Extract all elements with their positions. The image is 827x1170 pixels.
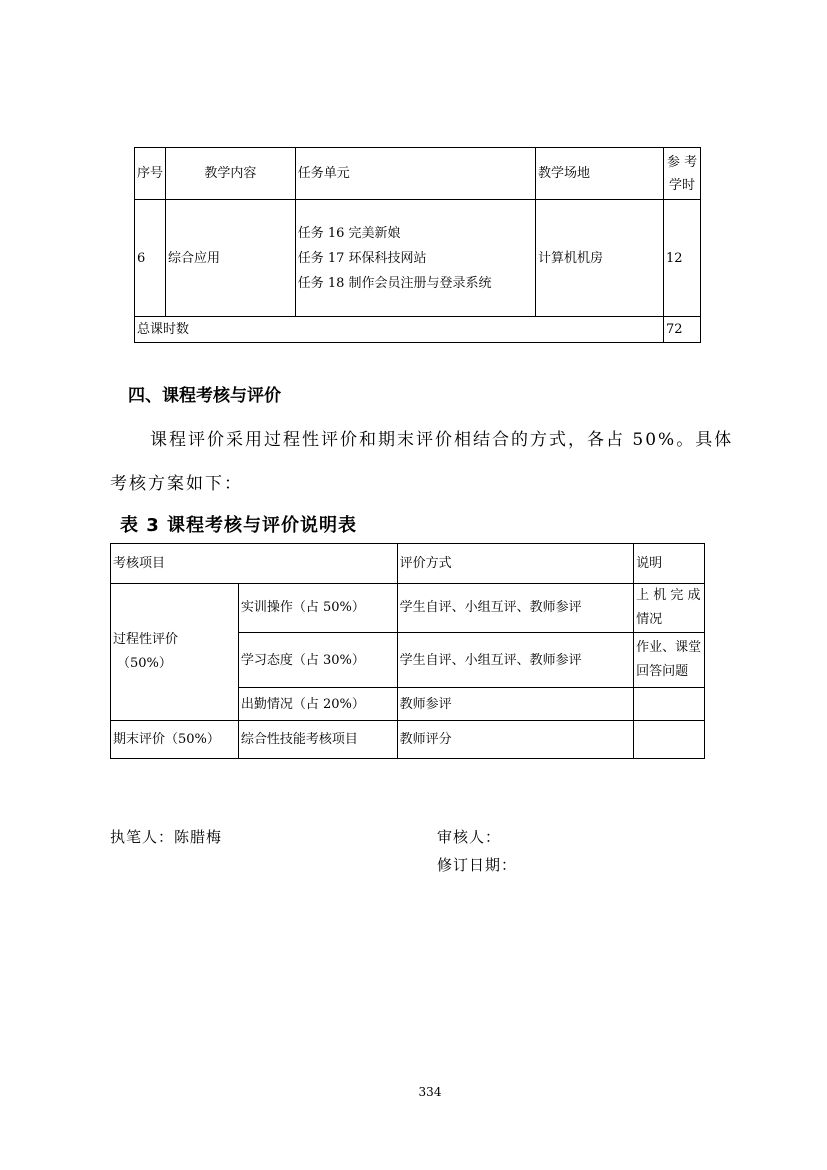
row-method: 学生自评、小组互评、教师参评 bbox=[397, 633, 634, 688]
row-method: 学生自评、小组互评、教师参评 bbox=[397, 584, 634, 633]
row-hours: 12 bbox=[664, 200, 701, 317]
final-item: 综合性技能考核项目 bbox=[238, 721, 397, 759]
total-value: 72 bbox=[664, 317, 701, 343]
table-caption: 表 3 课程考核与评价说明表 bbox=[120, 515, 358, 536]
revision-date: 修订日期： bbox=[437, 856, 518, 874]
header-hours-line1: 参 考 bbox=[666, 154, 698, 170]
reviewer-signature: 审核人： bbox=[437, 828, 502, 846]
final-row bbox=[111, 721, 705, 759]
note-line1: 上 机 完 成 bbox=[636, 588, 701, 603]
schedule-header-row bbox=[135, 148, 701, 200]
header-item: 考核项目 bbox=[111, 544, 398, 584]
row-note bbox=[634, 584, 705, 633]
paragraph-line2: 考核方案如下： bbox=[110, 474, 243, 494]
header-hours-line2: 学时 bbox=[669, 177, 696, 193]
row-note bbox=[634, 688, 705, 721]
task-18: 任务 18 制作会员注册与登录系统 bbox=[297, 275, 492, 291]
row-item: 实训操作（占 50%） bbox=[238, 584, 397, 633]
row-tasks bbox=[295, 200, 535, 317]
row-content: 综合应用 bbox=[166, 200, 296, 317]
task-16: 任务 16 完美新娘 bbox=[297, 225, 401, 241]
note-line1: 作业、课堂 bbox=[636, 640, 702, 655]
paragraph-line1: 课程评价采用过程性评价和期末评价相结合的方式，各占 50%。具体 bbox=[150, 430, 734, 450]
total-label: 总课时数 bbox=[135, 317, 664, 343]
author-signature: 执笔人：陈腊梅 bbox=[110, 828, 223, 846]
row-method: 教师参评 bbox=[397, 688, 634, 721]
row-venue: 计算机机房 bbox=[536, 200, 664, 317]
assessment-table bbox=[110, 543, 705, 759]
row-item: 出勤情况（占 20%） bbox=[238, 688, 397, 721]
note-line2: 回答问题 bbox=[636, 664, 689, 679]
row-no: 6 bbox=[135, 200, 166, 317]
section-heading: 四、课程考核与评价 bbox=[128, 386, 281, 406]
header-hours bbox=[664, 148, 701, 200]
process-label-line2: （50%） bbox=[117, 656, 172, 671]
assessment-header-row bbox=[111, 544, 705, 584]
page-number: 334 bbox=[418, 1085, 442, 1099]
row-item: 学习态度（占 30%） bbox=[238, 633, 397, 688]
note-line2: 情况 bbox=[636, 612, 663, 627]
row-note bbox=[634, 633, 705, 688]
header-venue: 教学场地 bbox=[536, 148, 664, 200]
header-method: 评价方式 bbox=[397, 544, 634, 584]
final-method: 教师评分 bbox=[397, 721, 634, 759]
final-note bbox=[634, 721, 705, 759]
final-label: 期末评价（50%） bbox=[111, 721, 239, 759]
header-tasks: 任务单元 bbox=[295, 148, 535, 200]
total-row bbox=[135, 317, 701, 343]
assessment-row bbox=[111, 584, 705, 633]
task-17: 任务 17 环保科技网站 bbox=[297, 250, 427, 266]
header-note: 说明 bbox=[634, 544, 705, 584]
header-no: 序号 bbox=[135, 148, 166, 200]
schedule-table bbox=[134, 147, 701, 343]
schedule-row bbox=[135, 200, 701, 317]
header-content: 教学内容 bbox=[166, 148, 296, 200]
process-label-line1: 过程性评价 bbox=[113, 632, 179, 647]
process-evaluation-label bbox=[111, 584, 239, 721]
